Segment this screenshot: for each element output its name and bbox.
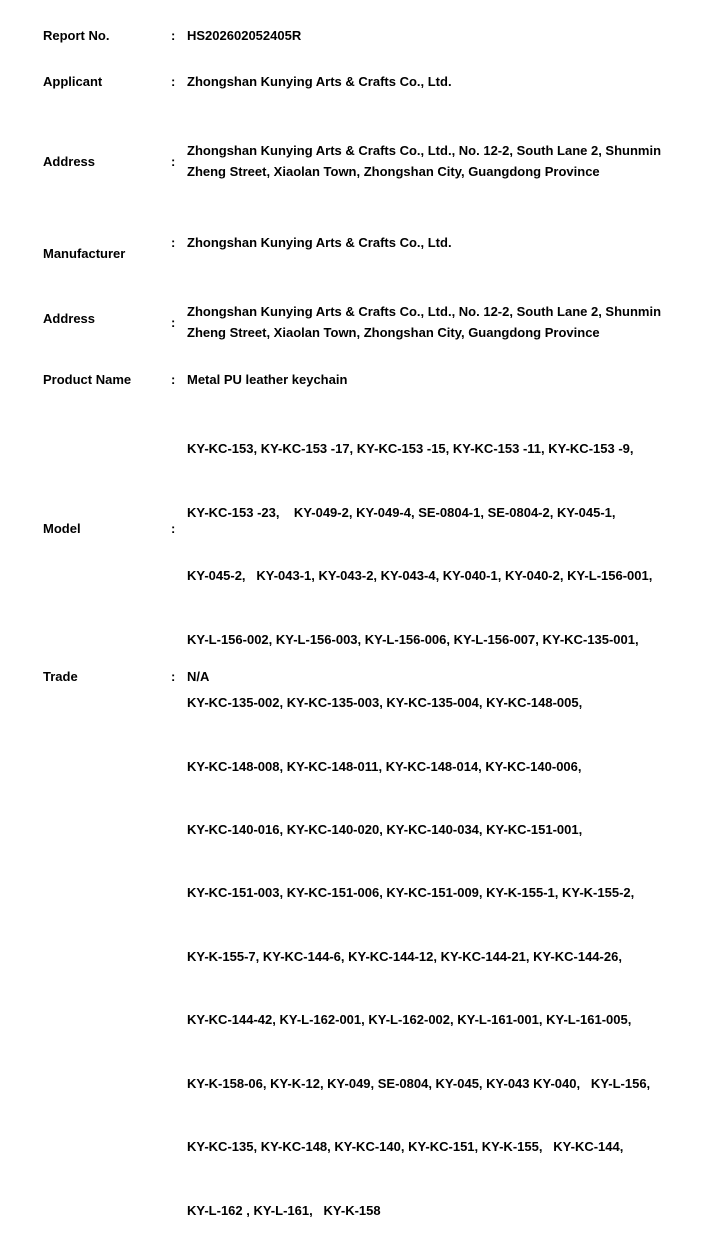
model-line: KY-KC-144-42, KY-L-162-001, KY-L-162-002, KY-L-161-001, KY-L-161-005,: [187, 1012, 632, 1028]
trade-label: Trade: [43, 669, 78, 684]
model-line: KY-KC-153, KY-KC-153 -17, KY-KC-153 -15, KY-KC-153 -11, KY-KC-153 -9,: [187, 441, 634, 457]
manufacturer-value: Zhongshan Kunying Arts & Crafts Co., Ltd.: [187, 235, 452, 250]
model-line: KY-K-158-06, KY-K-12, KY-049, SE-0804, KY-045, KY-043 KY-040, KY-L-156,: [187, 1075, 651, 1091]
model-line: KY-L-156-002, KY-L-156-003, KY-L-156-006, KY-L-156-007, KY-KC-135-001,: [187, 631, 639, 647]
trade-value: N/A: [187, 669, 210, 684]
model-line: KY-KC-151-003, KY-KC-151-006, KY-KC-151-009, KY-K-155-1, KY-K-155-2,: [187, 885, 635, 901]
product-name-label: Product Name: [43, 372, 132, 387]
colon: :: [171, 28, 176, 43]
report-no-value: HS202602052405R: [187, 28, 302, 43]
model-line: KY-K-155-7, KY-KC-144-6, KY-KC-144-12, KY-KC-144-21, KY-KC-144-26,: [187, 948, 622, 964]
model-line: KY-KC-140-016, KY-KC-140-020, KY-KC-140-034, KY-KC-151-001,: [187, 822, 583, 838]
colon: :: [171, 315, 176, 330]
colon: :: [171, 235, 176, 250]
applicant-label: Applicant: [43, 74, 103, 89]
product-name-value: Metal PU leather keychain: [187, 372, 348, 387]
model-line: KY-KC-135, KY-KC-148, KY-KC-140, KY-KC-151, KY-K-155, KY-KC-144,: [187, 1139, 624, 1155]
address-label: Address: [43, 311, 96, 326]
model-list: [187, 396, 652, 1242]
address-line-2: Zheng Street, Xiaolan Town, Zhongshan City, Guangdong Province: [187, 164, 600, 179]
address-line-2: Zheng Street, Xiaolan Town, Zhongshan City, Guangdong Province: [187, 325, 600, 340]
model-line: KY-045-2, KY-043-1, KY-043-2, KY-043-4, KY-040-1, KY-040-2, KY-L-156-001,: [187, 568, 653, 584]
address-line-1: Zhongshan Kunying Arts & Crafts Co., Ltd., No. 12-2, South Lane 2, Shunmin: [187, 304, 662, 319]
model-label: Model: [43, 521, 81, 536]
colon: :: [171, 669, 176, 684]
colon: :: [171, 74, 176, 89]
applicant-value: Zhongshan Kunying Arts & Crafts Co., Ltd.: [187, 74, 452, 89]
report-no-label: Report No.: [43, 28, 110, 43]
manufacturer-label: Manufacturer: [43, 246, 126, 261]
colon: :: [171, 154, 176, 169]
colon: :: [171, 372, 176, 387]
model-line: KY-KC-153 -23, KY-049-2, KY-049-4, SE-0804-1, SE-0804-2, KY-045-1,: [187, 504, 616, 520]
address-label: Address: [43, 154, 96, 169]
model-line: KY-KC-135-002, KY-KC-135-003, KY-KC-135-004, KY-KC-148-005,: [187, 695, 583, 711]
address-line-1: Zhongshan Kunying Arts & Crafts Co., Ltd., No. 12-2, South Lane 2, Shunmin: [187, 143, 662, 158]
model-line: KY-L-162 , KY-L-161, KY-K-158: [187, 1202, 381, 1218]
colon: :: [171, 521, 176, 536]
model-line: KY-KC-148-008, KY-KC-148-011, KY-KC-148-014, KY-KC-140-006,: [187, 758, 582, 774]
